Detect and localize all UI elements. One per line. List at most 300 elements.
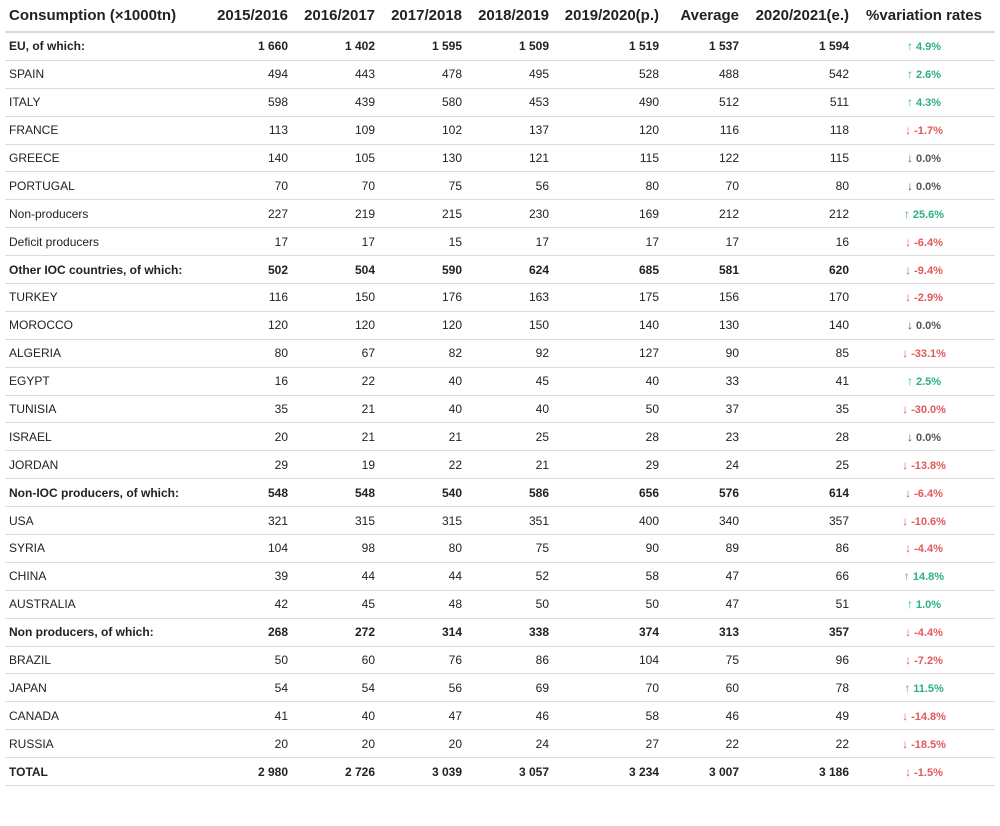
value-cell: 41 (205, 702, 292, 730)
value-cell: 35 (743, 395, 853, 423)
variation-rate: -6.4% (914, 236, 943, 249)
variation-cell (853, 367, 995, 395)
value-cell: 86 (743, 535, 853, 563)
variation-cell (853, 339, 995, 367)
value-cell: 116 (205, 284, 292, 312)
row-label: JORDAN (5, 451, 205, 479)
value-cell: 47 (663, 562, 743, 590)
arrow-down-icon: ↓ (902, 736, 909, 751)
table-row (5, 172, 995, 200)
arrow-down-icon: ↓ (905, 290, 912, 305)
value-cell: 22 (379, 451, 466, 479)
value-cell: 17 (205, 228, 292, 256)
value-cell: 542 (743, 60, 853, 88)
table-header-row (5, 0, 995, 32)
value-cell: 75 (466, 535, 553, 563)
value-cell: 120 (292, 311, 379, 339)
value-cell: 17 (466, 228, 553, 256)
value-cell: 42 (205, 590, 292, 618)
variation-cell (853, 758, 995, 786)
value-cell: 495 (466, 60, 553, 88)
table-row (5, 730, 995, 758)
value-cell: 86 (466, 646, 553, 674)
arrow-down-icon: ↓ (902, 708, 909, 723)
value-cell: 23 (663, 423, 743, 451)
value-cell: 19 (292, 451, 379, 479)
variation-rate: -33.1% (911, 348, 946, 361)
value-cell: 20 (379, 730, 466, 758)
value-cell: 150 (466, 311, 553, 339)
header-variation-rates: %variation rates (853, 0, 995, 32)
table-row (5, 144, 995, 172)
variation-rate: 11.5% (913, 682, 944, 695)
value-cell: 90 (553, 535, 663, 563)
value-cell: 3 234 (553, 758, 663, 786)
variation-cell (853, 32, 995, 60)
value-cell: 70 (205, 172, 292, 200)
value-cell: 20 (205, 730, 292, 758)
arrow-up-icon: ↑ (906, 95, 913, 110)
variation-cell (853, 116, 995, 144)
value-cell: 70 (292, 172, 379, 200)
value-cell: 60 (292, 646, 379, 674)
arrow-down-icon: ↓ (905, 625, 912, 640)
row-label: AUSTRALIA (5, 590, 205, 618)
row-label: TOTAL (5, 758, 205, 786)
table-row (5, 674, 995, 702)
arrow-down-icon: ↓ (905, 262, 912, 277)
value-cell: 25 (743, 451, 853, 479)
variation-cell (853, 395, 995, 423)
value-cell: 156 (663, 284, 743, 312)
value-cell: 69 (466, 674, 553, 702)
value-cell: 130 (379, 144, 466, 172)
value-cell: 127 (553, 339, 663, 367)
header-consumption: Consumption (×1000tn) (5, 0, 205, 32)
value-cell: 96 (743, 646, 853, 674)
variation-rate: 0.0% (915, 320, 942, 333)
table-row (5, 451, 995, 479)
arrow-down-icon: ↓ (906, 318, 913, 333)
value-cell: 1 537 (663, 32, 743, 60)
value-cell: 540 (379, 479, 466, 507)
variation-cell (853, 618, 995, 646)
arrow-down-icon: ↓ (905, 123, 912, 138)
value-cell: 586 (466, 479, 553, 507)
value-cell: 163 (466, 284, 553, 312)
header-average: Average (663, 0, 743, 32)
value-cell: 268 (205, 618, 292, 646)
value-cell: 357 (743, 507, 853, 535)
value-cell: 1 594 (743, 32, 853, 60)
variation-cell (853, 479, 995, 507)
value-cell: 2 726 (292, 758, 379, 786)
value-cell: 357 (743, 618, 853, 646)
variation-cell (853, 60, 995, 88)
variation-rate: 25.6% (912, 208, 945, 221)
value-cell: 80 (379, 535, 466, 563)
row-label: TUNISIA (5, 395, 205, 423)
value-cell: 3 186 (743, 758, 853, 786)
variation-cell (853, 451, 995, 479)
value-cell: 25 (466, 423, 553, 451)
table-row (5, 339, 995, 367)
value-cell: 504 (292, 256, 379, 284)
value-cell: 340 (663, 507, 743, 535)
arrow-down-icon: ↓ (905, 653, 912, 668)
value-cell: 137 (466, 116, 553, 144)
value-cell: 1 519 (553, 32, 663, 60)
arrow-down-icon: ↓ (905, 234, 912, 249)
variation-rate: -1.5% (914, 766, 943, 779)
variation-cell (853, 674, 995, 702)
value-cell: 40 (379, 395, 466, 423)
table-row (5, 562, 995, 590)
value-cell: 478 (379, 60, 466, 88)
value-cell: 41 (743, 367, 853, 395)
value-cell: 40 (292, 702, 379, 730)
value-cell: 400 (553, 507, 663, 535)
variation-cell (853, 535, 995, 563)
value-cell: 351 (466, 507, 553, 535)
variation-rate: -1.7% (914, 125, 943, 138)
variation-cell (853, 200, 995, 228)
value-cell: 67 (292, 339, 379, 367)
value-cell: 227 (205, 200, 292, 228)
arrow-down-icon: ↓ (905, 541, 912, 556)
row-label: BRAZIL (5, 646, 205, 674)
value-cell: 576 (663, 479, 743, 507)
row-label: Other IOC countries, of which: (5, 256, 205, 284)
value-cell: 70 (553, 674, 663, 702)
value-cell: 24 (663, 451, 743, 479)
value-cell: 338 (466, 618, 553, 646)
value-cell: 28 (553, 423, 663, 451)
value-cell: 92 (466, 339, 553, 367)
value-cell: 120 (553, 116, 663, 144)
variation-rate: 4.3% (915, 97, 942, 110)
value-cell: 82 (379, 339, 466, 367)
value-cell: 169 (553, 200, 663, 228)
header-2015-2016: 2015/2016 (205, 0, 292, 32)
row-label: EU, of which: (5, 32, 205, 60)
arrow-up-icon: ↑ (903, 206, 910, 221)
value-cell: 33 (663, 367, 743, 395)
row-label: PORTUGAL (5, 172, 205, 200)
variation-rate: 1.0% (915, 599, 942, 612)
value-cell: 120 (379, 311, 466, 339)
table-row (5, 228, 995, 256)
value-cell: 314 (379, 618, 466, 646)
value-cell: 45 (292, 590, 379, 618)
variation-rate: -7.2% (914, 655, 943, 668)
variation-rate: -6.4% (914, 487, 943, 500)
value-cell: 109 (292, 116, 379, 144)
variation-cell (853, 646, 995, 674)
arrow-down-icon: ↓ (902, 346, 909, 361)
row-label: Deficit producers (5, 228, 205, 256)
table-row (5, 507, 995, 535)
value-cell: 17 (553, 228, 663, 256)
value-cell: 115 (553, 144, 663, 172)
table-row (5, 367, 995, 395)
table-row (5, 423, 995, 451)
row-label: MOROCCO (5, 311, 205, 339)
value-cell: 21 (292, 395, 379, 423)
row-label: CANADA (5, 702, 205, 730)
table-row (5, 88, 995, 116)
value-cell: 215 (379, 200, 466, 228)
row-label: ISRAEL (5, 423, 205, 451)
variation-cell (853, 311, 995, 339)
value-cell: 60 (663, 674, 743, 702)
variation-rate: -14.8% (911, 710, 946, 723)
arrow-down-icon: ↓ (902, 513, 909, 528)
value-cell: 52 (466, 562, 553, 590)
row-label: Non-producers (5, 200, 205, 228)
table-row (5, 590, 995, 618)
value-cell: 116 (663, 116, 743, 144)
value-cell: 2 980 (205, 758, 292, 786)
value-cell: 40 (379, 367, 466, 395)
table-body (5, 32, 995, 786)
variation-rate: -4.4% (914, 543, 943, 556)
value-cell: 24 (466, 730, 553, 758)
value-cell: 20 (205, 423, 292, 451)
row-label: SPAIN (5, 60, 205, 88)
table-row (5, 479, 995, 507)
value-cell: 40 (466, 395, 553, 423)
value-cell: 105 (292, 144, 379, 172)
value-cell: 140 (553, 311, 663, 339)
row-label: TURKEY (5, 284, 205, 312)
value-cell: 66 (743, 562, 853, 590)
value-cell: 130 (663, 311, 743, 339)
value-cell: 620 (743, 256, 853, 284)
value-cell: 511 (743, 88, 853, 116)
value-cell: 39 (205, 562, 292, 590)
variation-cell (853, 730, 995, 758)
value-cell: 58 (553, 702, 663, 730)
row-label: USA (5, 507, 205, 535)
variation-cell (853, 284, 995, 312)
table-row (5, 32, 995, 60)
value-cell: 104 (553, 646, 663, 674)
value-cell: 54 (292, 674, 379, 702)
value-cell: 98 (292, 535, 379, 563)
value-cell: 443 (292, 60, 379, 88)
arrow-up-icon: ↑ (904, 680, 911, 695)
arrow-down-icon: ↓ (902, 402, 909, 417)
value-cell: 113 (205, 116, 292, 144)
value-cell: 22 (743, 730, 853, 758)
variation-cell (853, 423, 995, 451)
table-row (5, 284, 995, 312)
value-cell: 685 (553, 256, 663, 284)
variation-rate: 0.0% (915, 180, 942, 193)
variation-rate: -2.9% (914, 292, 943, 305)
variation-rate: 2.6% (915, 69, 942, 82)
value-cell: 488 (663, 60, 743, 88)
value-cell: 22 (663, 730, 743, 758)
arrow-down-icon: ↓ (906, 178, 913, 193)
value-cell: 58 (553, 562, 663, 590)
value-cell: 17 (663, 228, 743, 256)
row-label: SYRIA (5, 535, 205, 563)
row-label: GREECE (5, 144, 205, 172)
variation-rate: 0.0% (915, 153, 942, 165)
variation-cell (853, 590, 995, 618)
value-cell: 439 (292, 88, 379, 116)
value-cell: 51 (743, 590, 853, 618)
variation-rate: -9.4% (914, 264, 943, 277)
value-cell: 548 (205, 479, 292, 507)
value-cell: 48 (379, 590, 466, 618)
variation-rate: 4.9% (915, 41, 942, 54)
arrow-down-icon: ↓ (902, 457, 909, 472)
row-label: ALGERIA (5, 339, 205, 367)
value-cell: 598 (205, 88, 292, 116)
value-cell: 35 (205, 395, 292, 423)
arrow-down-icon: ↓ (906, 151, 913, 165)
value-cell: 175 (553, 284, 663, 312)
row-label: FRANCE (5, 116, 205, 144)
value-cell: 50 (553, 395, 663, 423)
arrow-up-icon: ↑ (903, 569, 910, 584)
value-cell: 140 (743, 311, 853, 339)
value-cell: 3 007 (663, 758, 743, 786)
table-row (5, 116, 995, 144)
value-cell: 321 (205, 507, 292, 535)
value-cell: 21 (379, 423, 466, 451)
value-cell: 120 (205, 311, 292, 339)
table-row (5, 702, 995, 730)
value-cell: 230 (466, 200, 553, 228)
value-cell: 140 (205, 144, 292, 172)
table-row (5, 395, 995, 423)
arrow-up-icon: ↑ (906, 597, 913, 612)
header-2019-2020: 2019/2020(p.) (553, 0, 663, 32)
table-row (5, 535, 995, 563)
table-row (5, 311, 995, 339)
value-cell: 80 (743, 172, 853, 200)
arrow-down-icon: ↓ (905, 764, 912, 779)
value-cell: 21 (292, 423, 379, 451)
value-cell: 75 (379, 172, 466, 200)
table-row (5, 60, 995, 88)
header-2018-2019: 2018/2019 (466, 0, 553, 32)
value-cell: 54 (205, 674, 292, 702)
value-cell: 44 (292, 562, 379, 590)
value-cell: 29 (553, 451, 663, 479)
value-cell: 453 (466, 88, 553, 116)
value-cell: 37 (663, 395, 743, 423)
value-cell: 580 (379, 88, 466, 116)
value-cell: 176 (379, 284, 466, 312)
value-cell: 494 (205, 60, 292, 88)
value-cell: 1 595 (379, 32, 466, 60)
value-cell: 624 (466, 256, 553, 284)
value-cell: 49 (743, 702, 853, 730)
variation-cell (853, 507, 995, 535)
value-cell: 17 (292, 228, 379, 256)
table-row (5, 646, 995, 674)
value-cell: 22 (292, 367, 379, 395)
arrow-up-icon: ↑ (906, 374, 913, 389)
value-cell: 46 (663, 702, 743, 730)
table-row (5, 200, 995, 228)
variation-cell (853, 256, 995, 284)
value-cell: 27 (553, 730, 663, 758)
value-cell: 16 (205, 367, 292, 395)
table-row (5, 618, 995, 646)
row-label: CHINA (5, 562, 205, 590)
value-cell: 614 (743, 479, 853, 507)
value-cell: 50 (553, 590, 663, 618)
value-cell: 590 (379, 256, 466, 284)
value-cell: 581 (663, 256, 743, 284)
value-cell: 118 (743, 116, 853, 144)
value-cell: 1 402 (292, 32, 379, 60)
value-cell: 44 (379, 562, 466, 590)
value-cell: 150 (292, 284, 379, 312)
row-label: JAPAN (5, 674, 205, 702)
variation-cell (853, 172, 995, 200)
value-cell: 28 (743, 423, 853, 451)
value-cell: 219 (292, 200, 379, 228)
variation-rate: -13.8% (911, 459, 946, 472)
table-row (5, 758, 995, 786)
variation-rate: 2.5% (915, 376, 942, 389)
value-cell: 170 (743, 284, 853, 312)
value-cell: 78 (743, 674, 853, 702)
value-cell: 75 (663, 646, 743, 674)
value-cell: 85 (743, 339, 853, 367)
value-cell: 29 (205, 451, 292, 479)
consumption-table (5, 0, 995, 786)
variation-rate: 14.8% (912, 571, 945, 584)
value-cell: 548 (292, 479, 379, 507)
value-cell: 656 (553, 479, 663, 507)
variation-cell (853, 228, 995, 256)
row-label: EGYPT (5, 367, 205, 395)
value-cell: 102 (379, 116, 466, 144)
value-cell: 502 (205, 256, 292, 284)
variation-cell (853, 144, 995, 172)
header-2020-2021: 2020/2021(e.) (743, 0, 853, 32)
row-label: ITALY (5, 88, 205, 116)
value-cell: 76 (379, 646, 466, 674)
value-cell: 80 (553, 172, 663, 200)
variation-rate: -10.6% (911, 515, 946, 528)
value-cell: 490 (553, 88, 663, 116)
value-cell: 45 (466, 367, 553, 395)
value-cell: 104 (205, 535, 292, 563)
variation-cell (853, 88, 995, 116)
value-cell: 50 (466, 590, 553, 618)
value-cell: 15 (379, 228, 466, 256)
value-cell: 3 057 (466, 758, 553, 786)
value-cell: 47 (663, 590, 743, 618)
value-cell: 272 (292, 618, 379, 646)
value-cell: 46 (466, 702, 553, 730)
value-cell: 121 (466, 144, 553, 172)
value-cell: 56 (466, 172, 553, 200)
value-cell: 47 (379, 702, 466, 730)
arrow-down-icon: ↓ (906, 429, 913, 444)
variation-rate: -30.0% (911, 404, 946, 417)
value-cell: 80 (205, 339, 292, 367)
